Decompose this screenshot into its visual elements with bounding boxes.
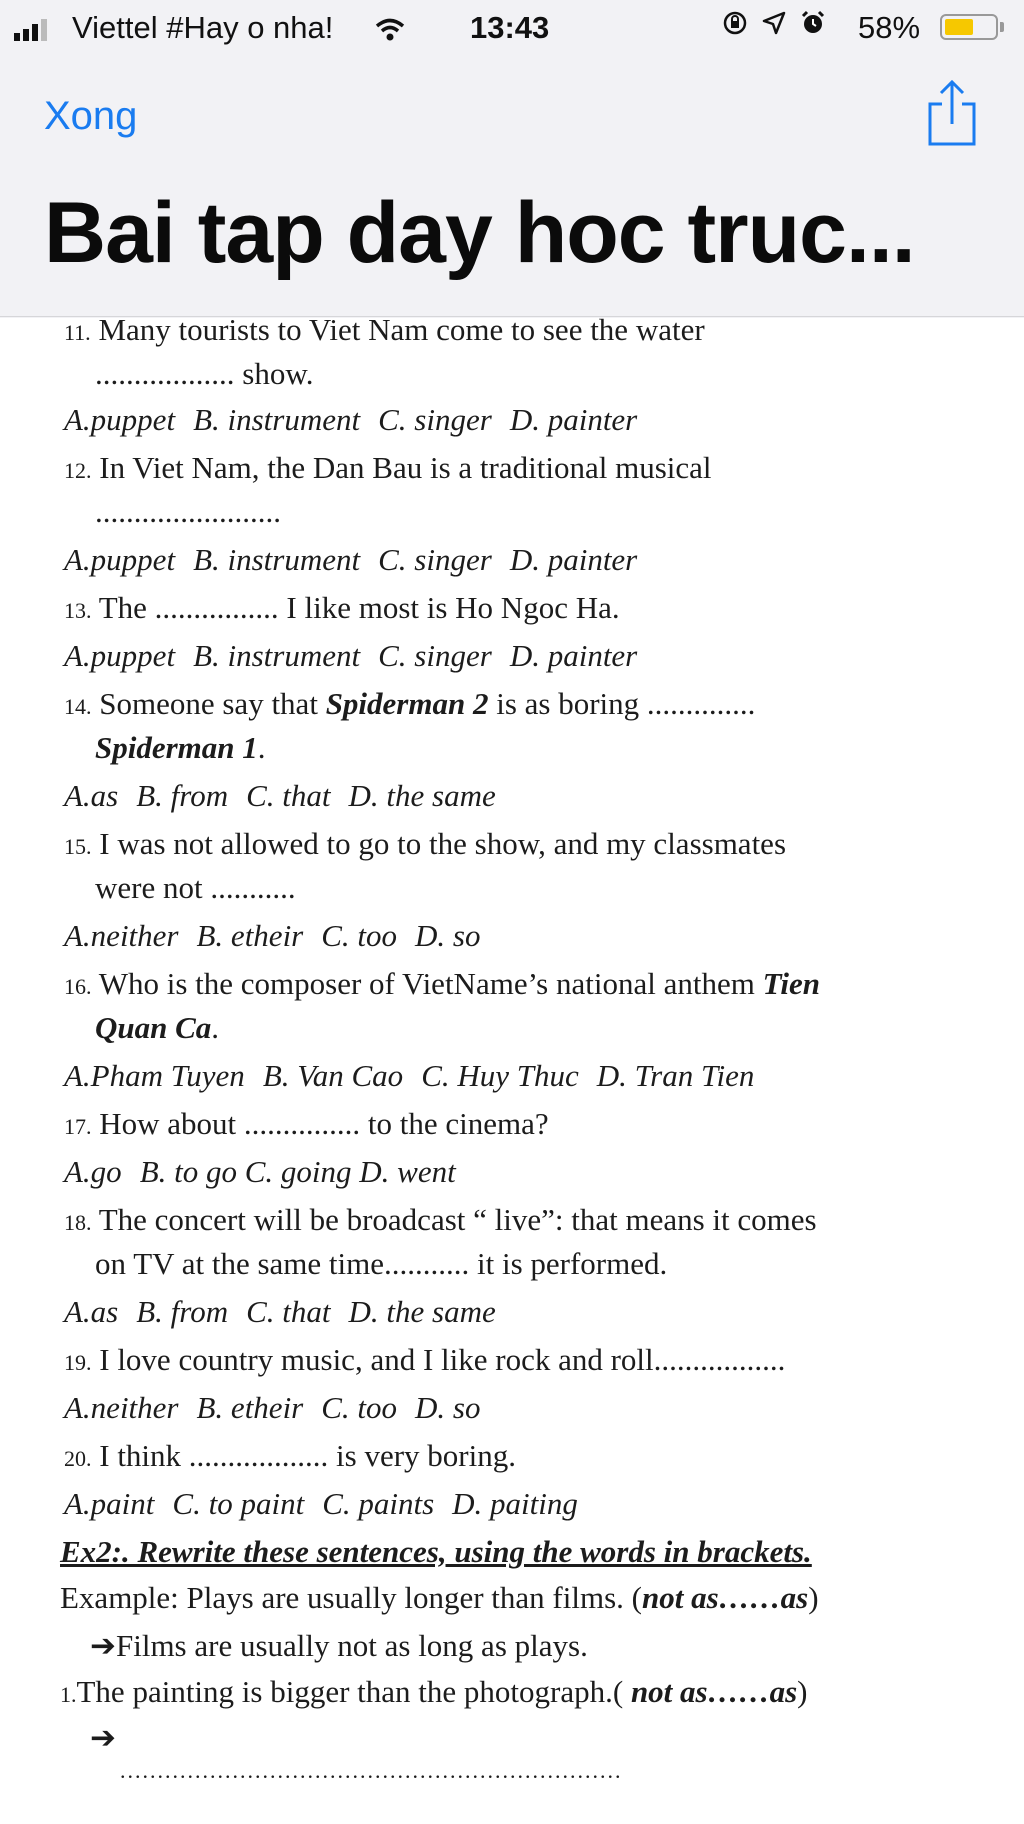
options-13 xyxy=(64,638,655,674)
question-11 xyxy=(64,312,705,348)
carrier-name: Viettel #Hay o nha! xyxy=(72,10,334,45)
done-button[interactable]: Xong xyxy=(44,94,138,138)
item-bracket: not as……as xyxy=(623,1674,798,1709)
option-b: B. from xyxy=(136,1294,229,1329)
option-c: C. singer xyxy=(378,402,492,437)
example-text: Example: Plays are usually longer than films. ( xyxy=(60,1580,642,1615)
option-c: C. singer xyxy=(378,542,492,577)
item-text: The painting is bigger than the photograph.( xyxy=(76,1674,624,1709)
options-14 xyxy=(64,778,514,814)
question-15-continuation: were not ........... xyxy=(95,870,296,905)
status-icons xyxy=(722,10,826,36)
document-title: Bai tap day hoc truc... xyxy=(44,185,915,281)
question-number: 14. xyxy=(64,694,92,719)
question-number: 12. xyxy=(64,458,92,483)
question-number: 19. xyxy=(64,1350,92,1375)
exercise-2-item-1 xyxy=(60,1674,808,1710)
example-answer: ➔Films are usually not as long as plays. xyxy=(90,1628,588,1663)
question-text: I think .................. is very boring. xyxy=(99,1438,516,1473)
alarm-icon xyxy=(800,10,826,36)
question-14 xyxy=(64,686,755,722)
options-17 xyxy=(64,1154,474,1190)
question-text: I love country music, and I like rock and roll................. xyxy=(99,1342,786,1377)
question-text: In Viet Nam, the Dan Bau is a traditional musical xyxy=(99,450,712,485)
option-a: A.puppet xyxy=(64,542,176,577)
question-text-after: . xyxy=(211,1010,220,1045)
share-icon[interactable] xyxy=(924,78,980,150)
example-close: ) xyxy=(808,1580,819,1615)
question-text: Who is the composer of VietName’s national anthem xyxy=(98,966,755,1001)
option-b: B. etheir xyxy=(196,918,304,953)
question-19 xyxy=(64,1342,785,1378)
battery-fill xyxy=(945,19,973,35)
option-b: B. Van Cao xyxy=(262,1058,404,1093)
status-bar xyxy=(0,0,1024,56)
option-c: C. that xyxy=(246,1294,331,1329)
option-b: C. to paint xyxy=(172,1486,305,1521)
option-a: A.go xyxy=(64,1154,122,1189)
question-13 xyxy=(64,590,620,626)
option-a: A.puppet xyxy=(64,402,176,437)
item-close: ) xyxy=(797,1674,808,1709)
item-number: 1. xyxy=(60,1682,77,1707)
option-b: B. instrument xyxy=(193,638,361,673)
option-c: C. paints xyxy=(322,1486,435,1521)
question-18 xyxy=(64,1202,817,1238)
question-12 xyxy=(64,450,712,486)
question-bold-text: Quan Ca xyxy=(95,1010,212,1045)
question-text: I was not allowed to go to the show, and my classmates xyxy=(99,826,787,861)
question-15 xyxy=(64,826,786,862)
question-text: Many tourists to Viet Nam come to see the water xyxy=(98,312,705,347)
option-c: C. that xyxy=(246,778,331,813)
option-d: D. so xyxy=(415,918,481,953)
example-bracket: not as……as xyxy=(641,1580,809,1615)
option-b: B. instrument xyxy=(193,542,361,577)
question-18-continuation: on TV at the same time........... it is performed. xyxy=(95,1246,668,1281)
clock-time: 13:43 xyxy=(470,10,550,45)
question-number: 16. xyxy=(64,974,92,999)
question-number: 13. xyxy=(64,598,92,623)
question-17 xyxy=(64,1106,549,1142)
option-d: D. so xyxy=(415,1390,481,1425)
option-d: D. painter xyxy=(509,402,638,437)
question-text: The ................ I like most is Ho Ngoc Ha. xyxy=(98,590,620,625)
question-bold-text: Spiderman 2 xyxy=(325,686,489,721)
option-c: C. singer xyxy=(378,638,492,673)
options-19 xyxy=(64,1390,499,1426)
option-a: A.as xyxy=(64,778,119,813)
document-page[interactable] xyxy=(0,312,1024,1824)
option-a: A.neither xyxy=(64,1390,179,1425)
question-number: 20. xyxy=(64,1446,92,1471)
question-number: 11. xyxy=(64,320,91,345)
location-icon xyxy=(762,11,786,35)
options-15 xyxy=(64,918,499,954)
question-16 xyxy=(64,966,820,1002)
question-14-continuation xyxy=(95,730,266,766)
question-text-after: . xyxy=(257,730,266,765)
option-a: A.as xyxy=(64,1294,119,1329)
option-c: C. too xyxy=(321,1390,398,1425)
options-20 xyxy=(64,1486,596,1522)
option-bcd: B. to go C. going D. went xyxy=(139,1154,456,1189)
option-a: A.neither xyxy=(64,918,179,953)
question-text: Someone say that xyxy=(99,686,318,721)
option-b: B. etheir xyxy=(196,1390,304,1425)
option-b: B. instrument xyxy=(193,402,361,437)
option-d: D. the same xyxy=(348,778,496,813)
options-16 xyxy=(64,1058,772,1094)
example-sentence xyxy=(60,1580,819,1616)
question-12-continuation: ........................ xyxy=(95,494,281,529)
question-text-after: is as boring .............. xyxy=(496,686,756,721)
question-11-continuation: .................. show. xyxy=(95,356,314,391)
question-bold-text: Tien xyxy=(762,966,821,1001)
option-d: D. the same xyxy=(348,1294,496,1329)
battery-percent: 58% xyxy=(858,10,921,45)
question-bold-text: Spiderman 1 xyxy=(95,730,258,765)
battery-tip xyxy=(1000,22,1004,32)
options-11 xyxy=(64,402,655,438)
option-b: B. from xyxy=(136,778,229,813)
question-20 xyxy=(64,1438,516,1474)
question-number: 15. xyxy=(64,834,92,859)
option-d: D. Tran Tien xyxy=(596,1058,755,1093)
question-number: 18. xyxy=(64,1210,92,1235)
option-c: C. too xyxy=(321,918,398,953)
question-16-continuation xyxy=(95,1010,219,1046)
option-d: D. paiting xyxy=(452,1486,578,1521)
option-d: D. painter xyxy=(509,542,638,577)
signal-icon xyxy=(14,19,47,41)
options-18 xyxy=(64,1294,514,1330)
exercise-2-heading: Ex2:. Rewrite these sentences, using the words in brackets. xyxy=(60,1534,812,1569)
answer-line[interactable]: ................................................................... xyxy=(120,1758,623,1783)
battery-icon xyxy=(940,14,998,40)
option-a: A.paint xyxy=(64,1486,155,1521)
rotation-lock-icon xyxy=(722,10,748,36)
option-a: A.puppet xyxy=(64,638,176,673)
navigation-bar xyxy=(0,56,1024,317)
wifi-icon xyxy=(375,14,405,50)
question-number: 17. xyxy=(64,1114,92,1139)
option-c: C. Huy Thuc xyxy=(421,1058,579,1093)
option-d: D. painter xyxy=(509,638,638,673)
option-a: A.Pham Tuyen xyxy=(64,1058,245,1093)
options-12 xyxy=(64,542,655,578)
question-text: How about ............... to the cinema? xyxy=(99,1106,549,1141)
answer-arrow: ➔ xyxy=(90,1720,116,1755)
question-text: The concert will be broadcast “ live”: that means it comes xyxy=(98,1202,817,1237)
